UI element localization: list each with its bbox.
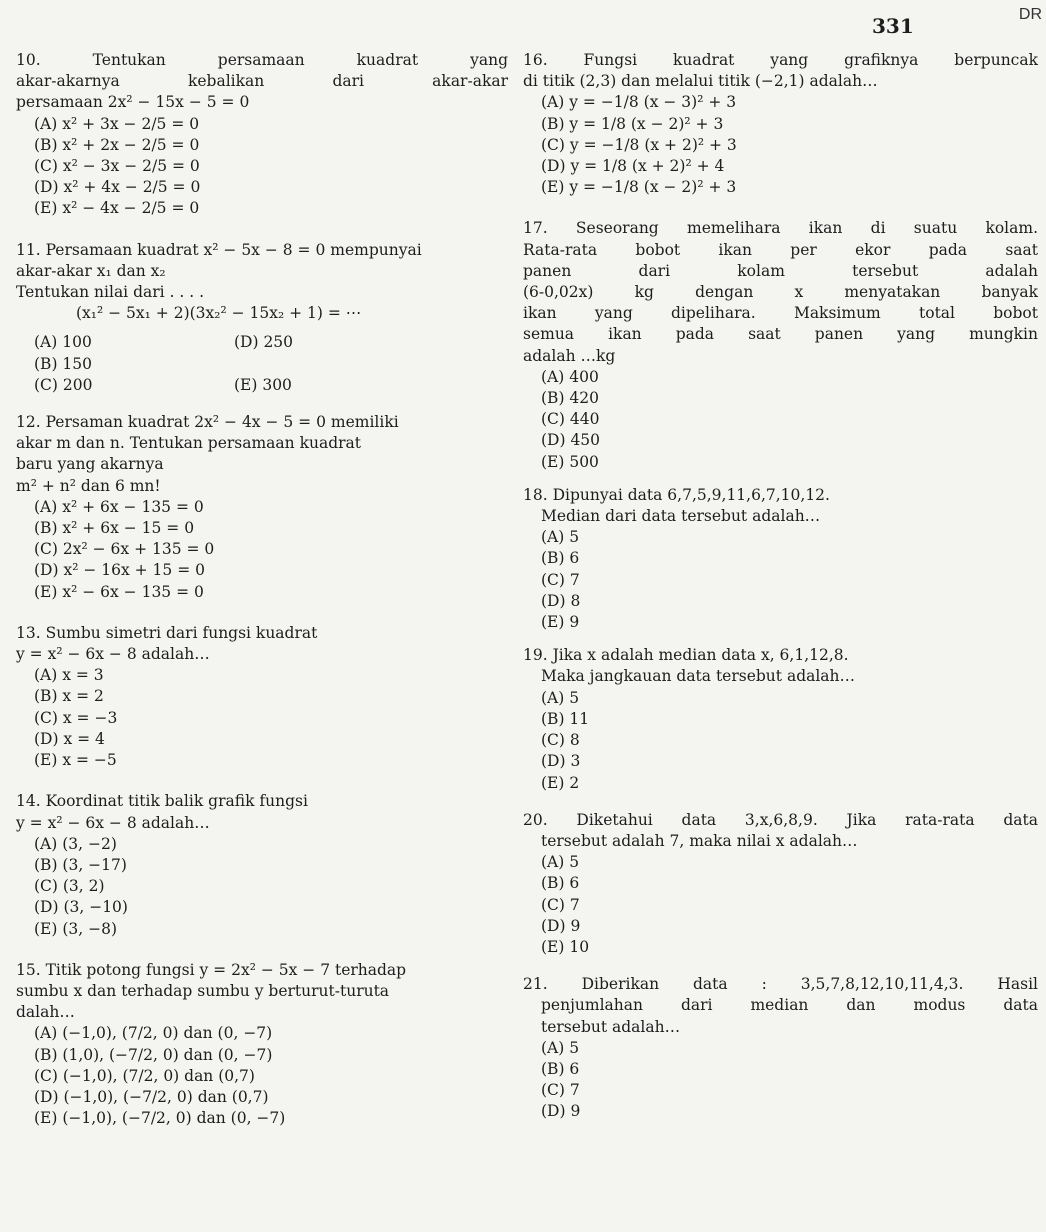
question-text: 21. Diberikan data : 3,5,7,8,12,10,11,4,3. Hasil bbox=[523, 975, 1038, 994]
option-c: (C) 7 bbox=[541, 895, 580, 914]
option-b: (B) 420 bbox=[541, 389, 599, 408]
page-number: 331 bbox=[872, 14, 914, 38]
question-15 bbox=[16, 960, 508, 1130]
option-d: (D) x² + 4x − 2/5 = 0 bbox=[34, 178, 201, 197]
question-10 bbox=[16, 50, 508, 220]
question-text: akar-akar x₁ dan x₂ bbox=[16, 261, 166, 280]
question-text: 12. Persaman kuadrat 2x² − 4x − 5 = 0 memiliki bbox=[16, 413, 399, 432]
option-a: (A) 5 bbox=[541, 853, 580, 872]
option-d: (D) x² − 16x + 15 = 0 bbox=[34, 561, 205, 580]
option-d: (D) 8 bbox=[541, 591, 581, 610]
option-e: (E) 2 bbox=[541, 773, 580, 792]
question-text: ikan yang dipelihara. Maksimum total bobot bbox=[523, 304, 1038, 323]
question-text: persamaan 2x² − 15x − 5 = 0 bbox=[16, 93, 250, 112]
question-text: adalah …kg bbox=[523, 346, 616, 365]
option-d: (D) 3 bbox=[541, 752, 581, 771]
option-d: (D) x = 4 bbox=[34, 729, 105, 748]
option-d: (D) (3, −10) bbox=[34, 898, 128, 917]
question-18 bbox=[523, 485, 1038, 633]
question-text: di titik (2,3) dan melalui titik (−2,1) adalah… bbox=[523, 72, 878, 91]
option-c: (C) x² − 3x − 2/5 = 0 bbox=[34, 157, 200, 176]
option-b: (B) (3, −17) bbox=[34, 855, 127, 874]
option-a: (A) x² + 6x − 135 = 0 bbox=[34, 497, 204, 516]
question-text: akar-akarnya kebalikan dari akar-akar bbox=[16, 72, 508, 91]
question-text: 19. Jika x adalah median data x, 6,1,12,8. bbox=[523, 646, 849, 665]
question-11 bbox=[16, 240, 508, 396]
question-text: 16. Fungsi kuadrat yang grafiknya berpuncak bbox=[523, 51, 1038, 69]
option-e: (E) x² − 6x − 135 = 0 bbox=[34, 582, 204, 601]
question-text: Rata-rata bobot ikan per ekor pada saat bbox=[523, 240, 1038, 259]
option-e: (E) (−1,0), (−7/2, 0) dan (0, −7) bbox=[34, 1109, 286, 1128]
option-c: (C) (−1,0), (7/2, 0) dan (0,7) bbox=[34, 1066, 255, 1085]
option-b: (B) 150 bbox=[34, 354, 92, 373]
question-text: m² + n² dan 6 mn! bbox=[16, 476, 161, 495]
option-c: (C) 7 bbox=[541, 1081, 580, 1100]
question-text: Median dari data tersebut adalah… bbox=[541, 507, 821, 526]
option-b: (B) (1,0), (−7/2, 0) dan (0, −7) bbox=[34, 1045, 273, 1064]
option-a: (A) 400 bbox=[541, 367, 599, 386]
question-text: panen dari kolam tersebut adalah bbox=[523, 261, 1038, 280]
option-a: (A) x = 3 bbox=[34, 666, 104, 685]
option-empty bbox=[234, 354, 434, 375]
option-b: (B) 6 bbox=[541, 1059, 580, 1078]
question-text: baru yang akarnya bbox=[16, 455, 164, 474]
option-e: (E) 500 bbox=[541, 452, 599, 471]
option-b: (B) 11 bbox=[541, 709, 590, 728]
question-text: 14. Koordinat titik balik grafik fungsi bbox=[16, 792, 308, 811]
question-text: 20. Diketahui data 3,x,6,8,9. Jika rata-rata data bbox=[523, 810, 1038, 829]
option-a: (A) 5 bbox=[541, 528, 580, 547]
option-a: (A) 5 bbox=[541, 1038, 580, 1057]
option-c: (C) 8 bbox=[541, 731, 580, 750]
option-b: (B) y = 1/8 (x − 2)² + 3 bbox=[541, 114, 724, 133]
option-b: (B) 6 bbox=[541, 874, 580, 893]
question-text: akar m dan n. Tentukan persamaan kuadrat bbox=[16, 434, 361, 453]
question-text: 13. Sumbu simetri dari fungsi kuadrat bbox=[16, 623, 318, 642]
option-c: (C) x = −3 bbox=[34, 708, 118, 727]
edge-text: DR bbox=[1018, 6, 1042, 23]
question-text: 18. Dipunyai data 6,7,5,9,11,6,7,10,12. bbox=[523, 485, 830, 504]
question-text: y = x² − 6x − 8 adalah… bbox=[16, 813, 210, 832]
question-21 bbox=[523, 974, 1038, 1122]
option-e: (E) x = −5 bbox=[34, 751, 117, 770]
question-20 bbox=[523, 810, 1038, 958]
option-e: (E) x² − 4x − 2/5 = 0 bbox=[34, 199, 200, 218]
question-expression: (x₁² − 5x₁ + 2)(3x₂² − 15x₂ + 1) = ⋯ bbox=[76, 304, 362, 323]
question-text: penjumlahan dari median dan modus data bbox=[541, 996, 1038, 1015]
option-a: (A) x² + 3x − 2/5 = 0 bbox=[34, 114, 200, 133]
option-a: (A) (−1,0), (7/2, 0) dan (0, −7) bbox=[34, 1024, 273, 1043]
option-d: (D) (−1,0), (−7/2, 0) dan (0,7) bbox=[34, 1087, 269, 1106]
option-a: (A) y = −1/8 (x − 3)² + 3 bbox=[541, 93, 737, 112]
option-b: (B) x = 2 bbox=[34, 687, 104, 706]
question-16 bbox=[523, 50, 1038, 198]
question-17 bbox=[523, 218, 1038, 472]
question-text: tersebut adalah 7, maka nilai x adalah… bbox=[541, 831, 858, 850]
option-c: (C) 7 bbox=[541, 570, 580, 589]
question-text: 15. Titik potong fungsi y = 2x² − 5x − 7 terhadap bbox=[16, 960, 407, 979]
option-c: (C) y = −1/8 (x + 2)² + 3 bbox=[541, 135, 737, 154]
option-e: (E) 9 bbox=[541, 613, 580, 632]
option-e: (E) y = −1/8 (x − 2)² + 3 bbox=[541, 178, 737, 197]
question-text: 17. Seseorang memelihara ikan di suatu kolam. bbox=[523, 219, 1038, 238]
option-a: (A) 100 bbox=[34, 333, 92, 352]
option-b: (B) x² + 2x − 2/5 = 0 bbox=[34, 135, 200, 154]
option-e: (E) 300 bbox=[234, 375, 292, 394]
option-d: (D) 9 bbox=[541, 1102, 581, 1121]
question-text: dalah… bbox=[16, 1003, 75, 1022]
question-text: Maka jangkauan data tersebut adalah… bbox=[541, 667, 856, 686]
option-d: (D) 9 bbox=[541, 916, 581, 935]
option-d: (D) 450 bbox=[541, 431, 601, 450]
question-text: sumbu x dan terhadap sumbu y berturut-turuta bbox=[16, 981, 390, 1000]
option-d: (D) y = 1/8 (x + 2)² + 4 bbox=[541, 157, 725, 176]
option-e: (E) (3, −8) bbox=[34, 919, 117, 938]
option-d: (D) 250 bbox=[234, 333, 294, 352]
option-c: (C) 440 bbox=[541, 410, 600, 429]
question-12 bbox=[16, 412, 508, 603]
question-text: Tentukan nilai dari . . . . bbox=[16, 283, 205, 302]
right-column bbox=[523, 50, 1038, 1123]
left-column bbox=[16, 50, 508, 1129]
option-b: (B) x² + 6x − 15 = 0 bbox=[34, 519, 195, 538]
question-text: 11. Persamaan kuadrat x² − 5x − 8 = 0 mempunyai bbox=[16, 240, 422, 259]
question-text: tersebut adalah… bbox=[541, 1017, 681, 1036]
option-b: (B) 6 bbox=[541, 549, 580, 568]
option-a: (A) (3, −2) bbox=[34, 834, 117, 853]
question-14 bbox=[16, 791, 508, 939]
option-a: (A) 5 bbox=[541, 688, 580, 707]
question-text: semua ikan pada saat panen yang mungkin bbox=[523, 325, 1038, 344]
question-19 bbox=[523, 645, 1038, 793]
option-e: (E) 10 bbox=[541, 937, 590, 956]
question-13 bbox=[16, 623, 508, 771]
option-c: (C) (3, 2) bbox=[34, 877, 105, 896]
option-c: (C) 200 bbox=[34, 375, 93, 394]
question-text: y = x² − 6x − 8 adalah… bbox=[16, 645, 210, 664]
option-grid bbox=[16, 332, 508, 396]
question-text: (6-0,02x) kg dengan x menyatakan banyak bbox=[523, 283, 1038, 302]
question-text: 10. Tentukan persamaan kuadrat yang bbox=[16, 51, 508, 69]
option-c: (C) 2x² − 6x + 135 = 0 bbox=[34, 540, 215, 559]
